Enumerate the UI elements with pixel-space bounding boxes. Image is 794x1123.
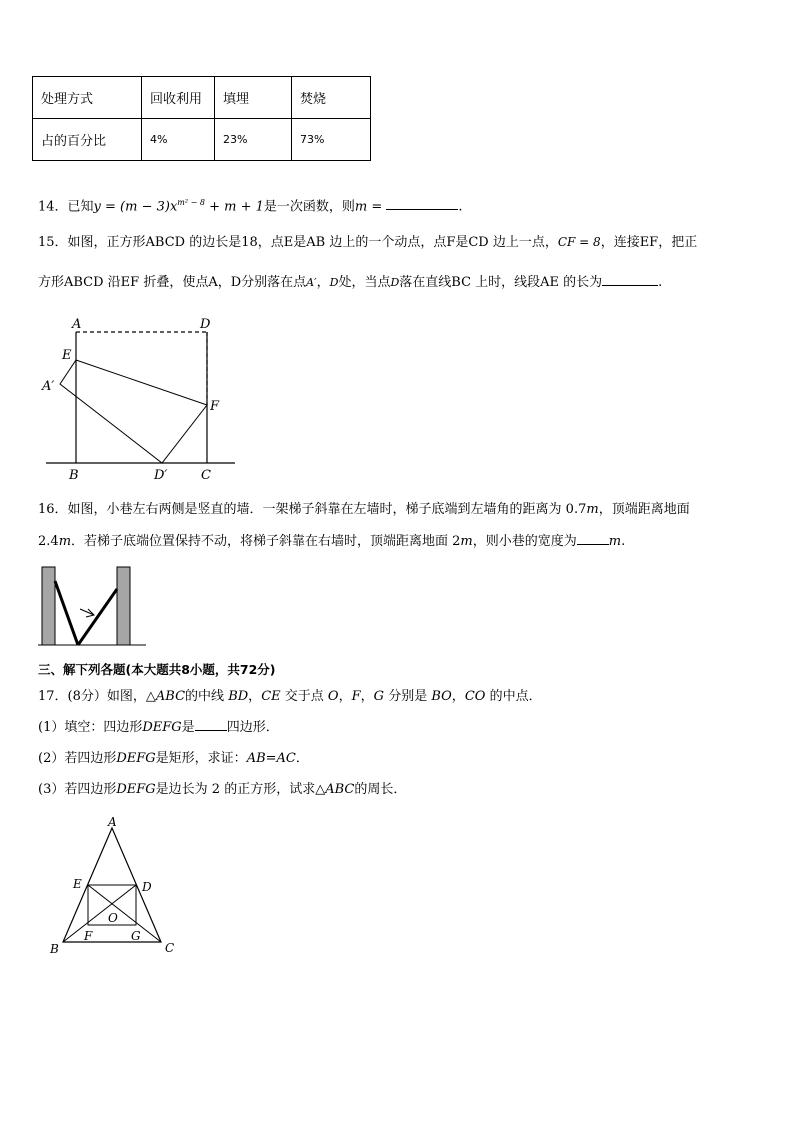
q14-prefix: 14．已知 <box>38 199 94 215</box>
q17-text: 交于点 <box>284 689 324 704</box>
label-e: E <box>73 877 82 891</box>
question-17-part3 <box>38 781 406 799</box>
q17-text: (3）若四边形 <box>38 782 117 797</box>
q16-text: ，顶端距离地面 <box>598 502 690 517</box>
q15-a-prime: A′ <box>306 276 317 289</box>
q17-var: ABC <box>155 689 186 704</box>
question-17-stem <box>38 688 542 706</box>
q17-text: ， <box>248 689 262 704</box>
q17-var: O <box>327 689 339 704</box>
q14-middle: 是一次函数，则 <box>263 199 355 215</box>
label-d-prime: D′ <box>154 468 168 483</box>
table-row <box>33 119 371 161</box>
q17-var: BD <box>228 689 249 704</box>
q17-text: 是边长为 2 的正方形，试求△ <box>155 782 326 797</box>
label-c: C <box>165 941 175 955</box>
q17-text: 的中点． <box>489 689 542 704</box>
q16-text: ．若梯子底端位置保持不动，将梯子斜靠在右墙时，顶端距离地面 2 <box>71 534 461 549</box>
q17-var: F <box>351 689 361 704</box>
q14-var: m = <box>354 199 383 215</box>
q17-text: 四边形． <box>226 720 279 735</box>
label-f: F <box>210 399 220 414</box>
q16-unit: m <box>460 534 473 549</box>
left-wall <box>42 567 55 645</box>
q17-text: 是矩形，求证： <box>155 751 247 766</box>
q17-var: DEFG <box>116 782 156 797</box>
table-header-cell: 填埋 <box>215 77 292 119</box>
table-header-row <box>33 77 371 119</box>
label-c: C <box>201 468 211 483</box>
label-d: D <box>200 317 211 332</box>
label-a: A <box>108 815 117 829</box>
label-o: O <box>108 911 118 925</box>
q17-text: 的中线 <box>185 689 225 704</box>
q16-unit: m <box>608 534 622 549</box>
question-14 <box>38 194 463 216</box>
q17-text: (1）填空：四边形 <box>38 720 143 735</box>
q17-text: (2）若四边形 <box>38 751 117 766</box>
q15-text: 落在直线BC 上时，线段AE 的长为 <box>399 275 603 290</box>
q17-text: ， <box>360 689 374 704</box>
table-cell: 23% <box>215 119 292 161</box>
question-17-part2 <box>38 750 309 768</box>
q16-text: 2.4 <box>38 534 59 549</box>
q16-text: ，则小巷的宽度为 <box>472 534 577 549</box>
q14-exponent: m² − 8 <box>177 198 205 207</box>
table-header-cell: 处理方式 <box>33 77 142 119</box>
question-16-line1 <box>38 501 690 519</box>
figure-16 <box>38 563 148 649</box>
q17-var: G <box>373 689 385 704</box>
q14-formula: y = (m − 3)x <box>93 199 178 215</box>
q17-text: 的周长． <box>354 782 407 797</box>
label-a: A <box>72 317 82 332</box>
q16-unit: m <box>586 502 599 517</box>
question-15-line1 <box>38 233 697 252</box>
q15-comma: ， <box>316 275 330 290</box>
q15-text: ，连接EF，把正 <box>600 235 698 250</box>
table-header-cell: 回收利用 <box>142 77 215 119</box>
q15-d-sub: D <box>390 276 400 289</box>
question-15-line2 <box>38 274 662 292</box>
q17-var: CO <box>464 689 486 704</box>
q14-formula-tail: + m + 1 <box>204 199 264 215</box>
q15-text: 处，当点 <box>338 275 391 290</box>
label-g: G <box>131 929 141 943</box>
answer-blank[interactable] <box>577 544 609 545</box>
q17-text: 17．(8分）如图，△ <box>38 689 156 704</box>
q15-text: 15．如图，正方形ABCD 的边长是18，点E是AB 边上的一个动点，点F是CD 边上一点， <box>38 235 558 250</box>
question-16-line2 <box>38 533 625 551</box>
section-title: 三、解下列各题(本大题共8小题，共72分) <box>38 662 276 677</box>
label-a-prime: A′ <box>42 379 55 394</box>
q17-var: DEFG <box>142 720 182 735</box>
table-cell: 73% <box>292 119 371 161</box>
q17-text: ， <box>338 689 352 704</box>
q17-var: ABC <box>325 782 355 797</box>
arrow-icon <box>80 609 94 615</box>
q15-d-prime: D <box>329 276 339 289</box>
answer-blank[interactable] <box>602 285 658 286</box>
answer-blank[interactable] <box>386 209 458 210</box>
q16-end: . <box>621 534 626 549</box>
answer-blank[interactable] <box>195 730 227 731</box>
q15-end: . <box>658 275 663 290</box>
label-b: B <box>69 468 79 483</box>
q17-var: CE <box>261 689 281 704</box>
q14-end: . <box>458 199 463 215</box>
folded-quad <box>60 360 207 463</box>
table-cell: 4% <box>142 119 215 161</box>
q17-var: AB=AC <box>246 751 296 766</box>
q17-var: DEFG <box>116 751 156 766</box>
question-17-part1 <box>38 719 279 737</box>
q17-text: 是 <box>181 720 195 735</box>
table-row-label: 占的百分比 <box>33 119 142 161</box>
label-e: E <box>62 348 72 363</box>
q17-text: 分别是 <box>388 689 428 704</box>
q17-text: ． <box>295 751 309 766</box>
right-wall <box>117 567 130 645</box>
table-header-cell: 焚烧 <box>292 77 371 119</box>
q16-unit: m <box>58 534 72 549</box>
ladder-right <box>78 589 117 645</box>
q15-cf: CF = 8 <box>557 235 601 249</box>
label-b: B <box>50 942 59 956</box>
q16-text: 16．如图，小巷左右两侧是竖直的墙．一架梯子斜靠在左墙时，梯子底端到左墙角的距离为 0.7 <box>38 502 587 517</box>
q15-text: 方形ABCD 沿EF 折叠，使点A，D分别落在点 <box>38 275 307 290</box>
figure-17 <box>46 814 186 960</box>
ladder-left <box>55 581 78 645</box>
waste-table <box>32 76 371 161</box>
q17-var: BO <box>431 689 452 704</box>
label-d: D <box>142 880 152 894</box>
q17-text: ， <box>451 689 465 704</box>
label-f: F <box>84 929 93 943</box>
figure-15 <box>40 312 240 484</box>
